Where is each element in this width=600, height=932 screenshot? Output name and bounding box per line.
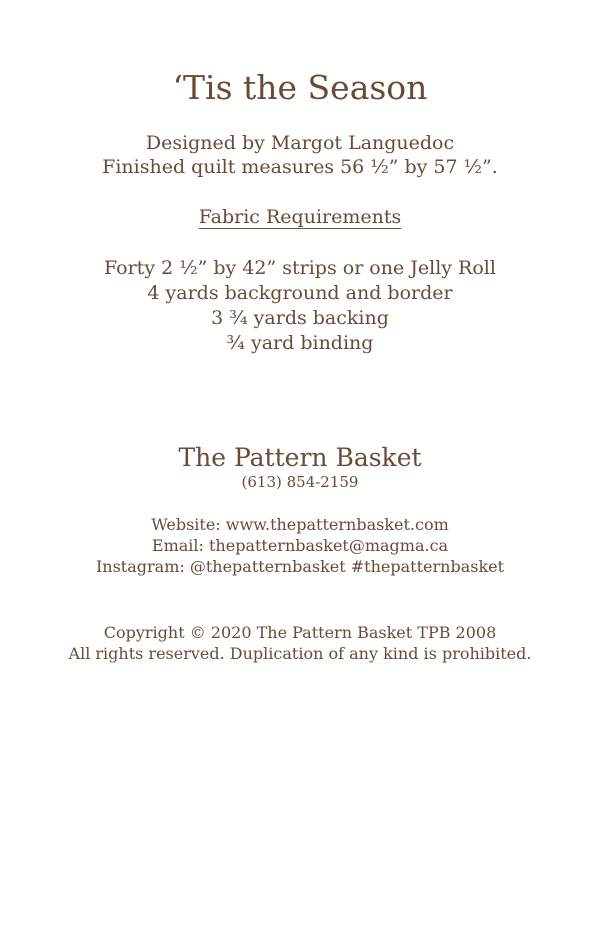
requirement-item: ¾ yard binding [226,332,374,354]
email-line: Email: thepatternbasket@magma.ca [151,536,449,555]
contact-info [0,514,600,577]
page-title: ‘Tis the Season [172,68,428,107]
fabric-requirements-list [0,256,600,356]
fabric-requirements-heading-text: Fabric Requirements [198,206,402,228]
rights-line: All rights reserved. Duplication of any kind is prohibited. [68,644,532,663]
requirement-item: 3 ¾ yards backing [211,307,389,329]
copyright-line: Copyright © 2020 The Pattern Basket TPB 2008 [103,623,497,642]
company-phone: (613) 854-2159 [241,473,359,491]
company-name: The Pattern Basket [178,443,422,472]
copyright-notice [0,622,600,664]
designer-info [0,131,600,179]
requirement-item: 4 yards background and border [147,282,453,304]
finished-size: Finished quilt measures 56 ½” by 57 ½”. [102,156,498,178]
requirement-item: Forty 2 ½” by 42” strips or one Jelly Roll [104,257,496,279]
instagram-line: Instagram: @thepatternbasket #thepatternbasket [95,557,505,576]
fabric-requirements-heading [0,205,600,229]
website-line: Website: www.thepatternbasket.com [151,515,449,534]
designer-credit: Designed by Margot Languedoc [145,132,455,154]
